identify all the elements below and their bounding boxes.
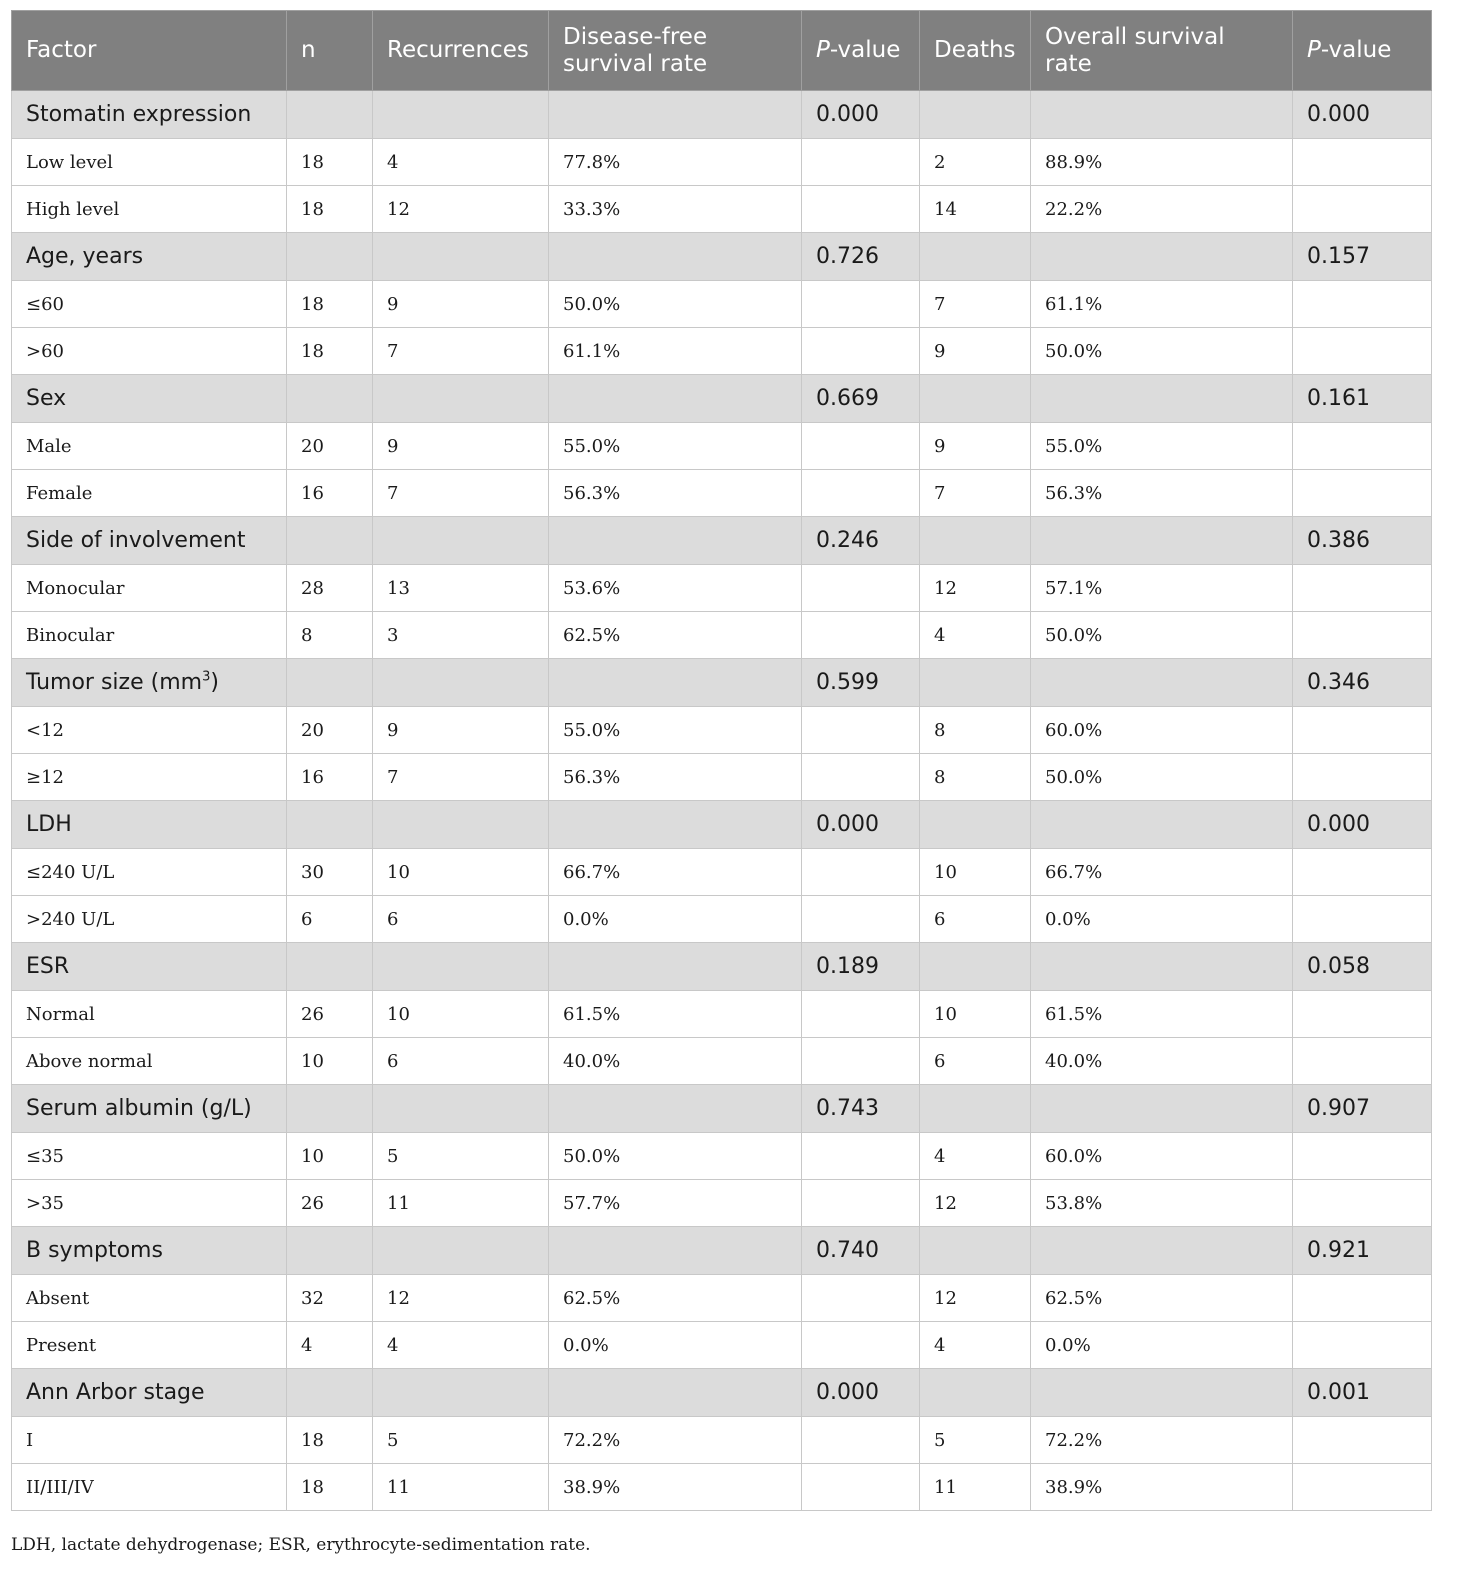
empty-cell [287, 801, 373, 849]
empty-cell [1293, 565, 1432, 612]
group-factor-label: Age, years [26, 244, 144, 269]
deaths-cell: 7 [920, 470, 1031, 517]
empty-cell [549, 1227, 802, 1275]
empty-cell [287, 91, 373, 139]
empty-cell [549, 1085, 802, 1133]
deaths-cell: 12 [920, 565, 1031, 612]
empty-cell [287, 375, 373, 423]
empty-cell [920, 375, 1031, 423]
os-rate-cell: 0.0% [1031, 896, 1293, 943]
empty-cell [802, 1275, 920, 1322]
group-factor-label: Stomatin expression [26, 102, 252, 127]
recurrences-cell: 7 [373, 328, 549, 375]
header-dfs-p-value: P-value [802, 11, 920, 91]
group-row [12, 1369, 1432, 1417]
empty-cell [549, 659, 802, 707]
os-rate-cell: 66.7% [1031, 849, 1293, 896]
subgroup-label-cell: ≥12 [12, 754, 287, 801]
empty-cell [549, 943, 802, 991]
os-p-value-cell: 0.001 [1293, 1369, 1432, 1417]
recurrences-cell: 7 [373, 470, 549, 517]
table-row [12, 1275, 1432, 1322]
empty-cell [1293, 1180, 1432, 1227]
empty-cell [1293, 281, 1432, 328]
dfs-rate-cell: 56.3% [549, 470, 802, 517]
n-cell: 20 [287, 707, 373, 754]
empty-cell [802, 423, 920, 470]
empty-cell [1031, 91, 1293, 139]
os-rate-cell: 61.5% [1031, 991, 1293, 1038]
group-factor-cell [12, 375, 287, 423]
subgroup-label-cell: High level [12, 186, 287, 233]
n-cell: 4 [287, 1322, 373, 1369]
os-rate-cell: 50.0% [1031, 754, 1293, 801]
subgroup-label-cell: Monocular [12, 565, 287, 612]
recurrences-cell: 6 [373, 1038, 549, 1085]
os-p-value-cell: 0.058 [1293, 943, 1432, 991]
empty-cell [373, 1227, 549, 1275]
empty-cell [287, 943, 373, 991]
table-row [12, 139, 1432, 186]
empty-cell [802, 707, 920, 754]
n-cell: 18 [287, 328, 373, 375]
subgroup-label-cell: Female [12, 470, 287, 517]
recurrences-cell: 11 [373, 1180, 549, 1227]
empty-cell [1293, 849, 1432, 896]
n-cell: 10 [287, 1133, 373, 1180]
deaths-cell: 5 [920, 1417, 1031, 1464]
table-row [12, 1464, 1432, 1511]
os-rate-cell: 50.0% [1031, 612, 1293, 659]
deaths-cell: 10 [920, 991, 1031, 1038]
os-p-value-cell: 0.386 [1293, 517, 1432, 565]
empty-cell [287, 1085, 373, 1133]
dfs-p-value-cell: 0.000 [802, 1369, 920, 1417]
empty-cell [373, 1369, 549, 1417]
deaths-cell: 11 [920, 1464, 1031, 1511]
empty-cell [920, 659, 1031, 707]
deaths-cell: 6 [920, 1038, 1031, 1085]
group-factor-cell [12, 659, 287, 707]
empty-cell [1293, 612, 1432, 659]
deaths-cell: 12 [920, 1180, 1031, 1227]
recurrences-cell: 10 [373, 991, 549, 1038]
recurrences-cell: 13 [373, 565, 549, 612]
empty-cell [920, 1085, 1031, 1133]
n-cell: 18 [287, 1464, 373, 1511]
survival-table [11, 10, 1432, 1511]
deaths-cell: 8 [920, 707, 1031, 754]
empty-cell [287, 659, 373, 707]
deaths-cell: 4 [920, 1322, 1031, 1369]
subgroup-label-cell: Binocular [12, 612, 287, 659]
group-row [12, 659, 1432, 707]
group-factor-cell [12, 1227, 287, 1275]
group-factor-cell [12, 1369, 287, 1417]
header-n: n [287, 11, 373, 91]
table-row [12, 896, 1432, 943]
subgroup-label-cell: Present [12, 1322, 287, 1369]
deaths-cell: 14 [920, 186, 1031, 233]
table-row [12, 186, 1432, 233]
empty-cell [920, 233, 1031, 281]
empty-cell [920, 91, 1031, 139]
n-cell: 28 [287, 565, 373, 612]
os-rate-cell: 53.8% [1031, 1180, 1293, 1227]
dfs-rate-cell: 50.0% [549, 1133, 802, 1180]
empty-cell [1031, 1369, 1293, 1417]
group-row [12, 91, 1432, 139]
header-deaths: Deaths [920, 11, 1031, 91]
dfs-rate-cell: 0.0% [549, 1322, 802, 1369]
dfs-rate-cell: 55.0% [549, 423, 802, 470]
empty-cell [1293, 754, 1432, 801]
subgroup-label-cell: >240 U/L [12, 896, 287, 943]
deaths-cell: 9 [920, 423, 1031, 470]
dfs-rate-cell: 61.5% [549, 991, 802, 1038]
dfs-rate-cell: 61.1% [549, 328, 802, 375]
subgroup-label-cell: Above normal [12, 1038, 287, 1085]
recurrences-cell: 11 [373, 1464, 549, 1511]
empty-cell [920, 943, 1031, 991]
os-p-value-cell: 0.157 [1293, 233, 1432, 281]
dfs-p-value-cell: 0.726 [802, 233, 920, 281]
table-row [12, 612, 1432, 659]
empty-cell [802, 1417, 920, 1464]
os-p-value-cell: 0.346 [1293, 659, 1432, 707]
group-factor-label: Serum albumin (g/L) [26, 1096, 252, 1121]
n-cell: 6 [287, 896, 373, 943]
table-row [12, 1322, 1432, 1369]
empty-cell [802, 328, 920, 375]
os-rate-cell: 60.0% [1031, 1133, 1293, 1180]
header-row [12, 11, 1432, 91]
empty-cell [802, 186, 920, 233]
empty-cell [920, 801, 1031, 849]
n-cell: 30 [287, 849, 373, 896]
empty-cell [802, 1464, 920, 1511]
empty-cell [1031, 233, 1293, 281]
empty-cell [920, 517, 1031, 565]
n-cell: 18 [287, 281, 373, 328]
table-row [12, 1180, 1432, 1227]
group-factor-label: Tumor size (mm [26, 670, 203, 695]
group-factor-label: Side of involvement [26, 528, 246, 553]
deaths-cell: 7 [920, 281, 1031, 328]
group-factor-superscript: 3 [202, 669, 211, 685]
table-row [12, 565, 1432, 612]
recurrences-cell: 5 [373, 1133, 549, 1180]
os-rate-cell: 22.2% [1031, 186, 1293, 233]
header-dfs-rate: Disease-free survival rate [549, 11, 802, 91]
deaths-cell: 12 [920, 1275, 1031, 1322]
deaths-cell: 9 [920, 328, 1031, 375]
group-factor-cell [12, 233, 287, 281]
os-rate-cell: 50.0% [1031, 328, 1293, 375]
subgroup-label-cell: >60 [12, 328, 287, 375]
table-row [12, 707, 1432, 754]
empty-cell [802, 849, 920, 896]
subgroup-label-cell: ≤240 U/L [12, 849, 287, 896]
empty-cell [1293, 423, 1432, 470]
table-row [12, 423, 1432, 470]
table-row [12, 470, 1432, 517]
group-factor-label: Ann Arbor stage [26, 1380, 205, 1405]
dfs-p-value-cell: 0.246 [802, 517, 920, 565]
deaths-cell: 4 [920, 612, 1031, 659]
dfs-rate-cell: 77.8% [549, 139, 802, 186]
empty-cell [1293, 139, 1432, 186]
group-factor-suffix: ) [210, 670, 219, 695]
n-cell: 26 [287, 991, 373, 1038]
dfs-rate-cell: 50.0% [549, 281, 802, 328]
empty-cell [287, 233, 373, 281]
table-row [12, 1133, 1432, 1180]
empty-cell [1293, 1275, 1432, 1322]
subgroup-label-cell: <12 [12, 707, 287, 754]
os-p-value-cell: 0.921 [1293, 1227, 1432, 1275]
recurrences-cell: 4 [373, 139, 549, 186]
dfs-rate-cell: 72.2% [549, 1417, 802, 1464]
empty-cell [1031, 801, 1293, 849]
table-body [12, 91, 1432, 1511]
subgroup-label-cell: Absent [12, 1275, 287, 1322]
header-os-p-value: P-value [1293, 11, 1432, 91]
empty-cell [1293, 1322, 1432, 1369]
empty-cell [802, 139, 920, 186]
empty-cell [920, 1369, 1031, 1417]
recurrences-cell: 9 [373, 707, 549, 754]
recurrences-cell: 10 [373, 849, 549, 896]
header-recurrences: Recurrences [373, 11, 549, 91]
group-factor-cell [12, 801, 287, 849]
recurrences-cell: 7 [373, 754, 549, 801]
empty-cell [920, 1227, 1031, 1275]
os-rate-cell: 72.2% [1031, 1417, 1293, 1464]
dfs-p-value-cell: 0.599 [802, 659, 920, 707]
dfs-p-value-cell: 0.000 [802, 801, 920, 849]
deaths-cell: 4 [920, 1133, 1031, 1180]
dfs-rate-cell: 57.7% [549, 1180, 802, 1227]
os-rate-cell: 0.0% [1031, 1322, 1293, 1369]
empty-cell [1031, 659, 1293, 707]
dfs-p-value-cell: 0.740 [802, 1227, 920, 1275]
deaths-cell: 8 [920, 754, 1031, 801]
group-row [12, 517, 1432, 565]
recurrences-cell: 5 [373, 1417, 549, 1464]
empty-cell [549, 801, 802, 849]
recurrences-cell: 4 [373, 1322, 549, 1369]
os-rate-cell: 62.5% [1031, 1275, 1293, 1322]
recurrences-cell: 12 [373, 1275, 549, 1322]
n-cell: 26 [287, 1180, 373, 1227]
empty-cell [373, 1085, 549, 1133]
group-factor-cell [12, 943, 287, 991]
dfs-rate-cell: 40.0% [549, 1038, 802, 1085]
empty-cell [802, 1180, 920, 1227]
os-rate-cell: 40.0% [1031, 1038, 1293, 1085]
dfs-rate-cell: 56.3% [549, 754, 802, 801]
dfs-rate-cell: 53.6% [549, 565, 802, 612]
empty-cell [549, 517, 802, 565]
table-row [12, 1038, 1432, 1085]
table-row [12, 328, 1432, 375]
empty-cell [802, 565, 920, 612]
dfs-rate-cell: 33.3% [549, 186, 802, 233]
n-cell: 18 [287, 139, 373, 186]
empty-cell [373, 375, 549, 423]
empty-cell [1293, 707, 1432, 754]
group-row [12, 801, 1432, 849]
empty-cell [549, 91, 802, 139]
subgroup-label-cell: II/III/IV [12, 1464, 287, 1511]
empty-cell [1293, 1038, 1432, 1085]
n-cell: 16 [287, 470, 373, 517]
empty-cell [802, 470, 920, 517]
empty-cell [549, 233, 802, 281]
empty-cell [549, 1369, 802, 1417]
empty-cell [802, 991, 920, 1038]
n-cell: 16 [287, 754, 373, 801]
recurrences-cell: 12 [373, 186, 549, 233]
dfs-rate-cell: 55.0% [549, 707, 802, 754]
empty-cell [1031, 1085, 1293, 1133]
dfs-rate-cell: 66.7% [549, 849, 802, 896]
empty-cell [287, 1369, 373, 1417]
dfs-p-value-cell: 0.000 [802, 91, 920, 139]
table-row [12, 281, 1432, 328]
empty-cell [1293, 1133, 1432, 1180]
empty-cell [373, 659, 549, 707]
empty-cell [373, 91, 549, 139]
group-factor-cell [12, 1085, 287, 1133]
empty-cell [802, 612, 920, 659]
group-factor-label: Sex [26, 386, 67, 411]
os-p-value-cell: 0.000 [1293, 801, 1432, 849]
os-rate-cell: 55.0% [1031, 423, 1293, 470]
empty-cell [1293, 186, 1432, 233]
group-row [12, 1227, 1432, 1275]
os-rate-cell: 61.1% [1031, 281, 1293, 328]
subgroup-label-cell: >35 [12, 1180, 287, 1227]
recurrences-cell: 3 [373, 612, 549, 659]
empty-cell [373, 943, 549, 991]
empty-cell [1293, 991, 1432, 1038]
empty-cell [287, 1227, 373, 1275]
n-cell: 10 [287, 1038, 373, 1085]
table-footnote: LDH, lactate dehydrogenase; ESR, erythrocyte-sedimentation rate. [11, 1535, 591, 1555]
header-os-rate: Overall survival rate [1031, 11, 1293, 91]
group-factor-label: LDH [26, 812, 72, 837]
os-rate-cell: 38.9% [1031, 1464, 1293, 1511]
empty-cell [1293, 470, 1432, 517]
dfs-rate-cell: 0.0% [549, 896, 802, 943]
dfs-rate-cell: 62.5% [549, 612, 802, 659]
group-factor-label: ESR [26, 954, 70, 979]
os-rate-cell: 60.0% [1031, 707, 1293, 754]
n-cell: 32 [287, 1275, 373, 1322]
os-p-value-cell: 0.907 [1293, 1085, 1432, 1133]
table-row [12, 991, 1432, 1038]
empty-cell [549, 375, 802, 423]
subgroup-label-cell: ≤60 [12, 281, 287, 328]
empty-cell [373, 233, 549, 281]
empty-cell [1031, 943, 1293, 991]
n-cell: 20 [287, 423, 373, 470]
empty-cell [373, 801, 549, 849]
group-row [12, 233, 1432, 281]
os-p-value-cell: 0.161 [1293, 375, 1432, 423]
empty-cell [802, 1133, 920, 1180]
group-factor-label: B symptoms [26, 1238, 163, 1263]
dfs-p-value-cell: 0.743 [802, 1085, 920, 1133]
group-row [12, 1085, 1432, 1133]
header-factor: Factor [12, 11, 287, 91]
deaths-cell: 6 [920, 896, 1031, 943]
group-factor-cell [12, 517, 287, 565]
dfs-p-value-cell: 0.189 [802, 943, 920, 991]
recurrences-cell: 9 [373, 423, 549, 470]
empty-cell [802, 1038, 920, 1085]
os-rate-cell: 88.9% [1031, 139, 1293, 186]
n-cell: 18 [287, 1417, 373, 1464]
subgroup-label-cell: Male [12, 423, 287, 470]
empty-cell [802, 896, 920, 943]
empty-cell [802, 754, 920, 801]
empty-cell [287, 517, 373, 565]
dfs-rate-cell: 62.5% [549, 1275, 802, 1322]
group-row [12, 943, 1432, 991]
group-factor-cell [12, 91, 287, 139]
empty-cell [1293, 1417, 1432, 1464]
empty-cell [373, 517, 549, 565]
os-rate-cell: 56.3% [1031, 470, 1293, 517]
dfs-rate-cell: 38.9% [549, 1464, 802, 1511]
empty-cell [1293, 896, 1432, 943]
table-row [12, 849, 1432, 896]
deaths-cell: 2 [920, 139, 1031, 186]
n-cell: 18 [287, 186, 373, 233]
table-row [12, 754, 1432, 801]
empty-cell [1031, 375, 1293, 423]
empty-cell [1293, 1464, 1432, 1511]
deaths-cell: 10 [920, 849, 1031, 896]
empty-cell [802, 281, 920, 328]
empty-cell [802, 1322, 920, 1369]
os-rate-cell: 57.1% [1031, 565, 1293, 612]
empty-cell [1031, 517, 1293, 565]
dfs-p-value-cell: 0.669 [802, 375, 920, 423]
os-p-value-cell: 0.000 [1293, 91, 1432, 139]
subgroup-label-cell: Normal [12, 991, 287, 1038]
subgroup-label-cell: I [12, 1417, 287, 1464]
recurrences-cell: 9 [373, 281, 549, 328]
table-row [12, 1417, 1432, 1464]
recurrences-cell: 6 [373, 896, 549, 943]
n-cell: 8 [287, 612, 373, 659]
empty-cell [1031, 1227, 1293, 1275]
subgroup-label-cell: Low level [12, 139, 287, 186]
survival-table-container [11, 10, 1431, 1511]
group-row [12, 375, 1432, 423]
subgroup-label-cell: ≤35 [12, 1133, 287, 1180]
empty-cell [1293, 328, 1432, 375]
